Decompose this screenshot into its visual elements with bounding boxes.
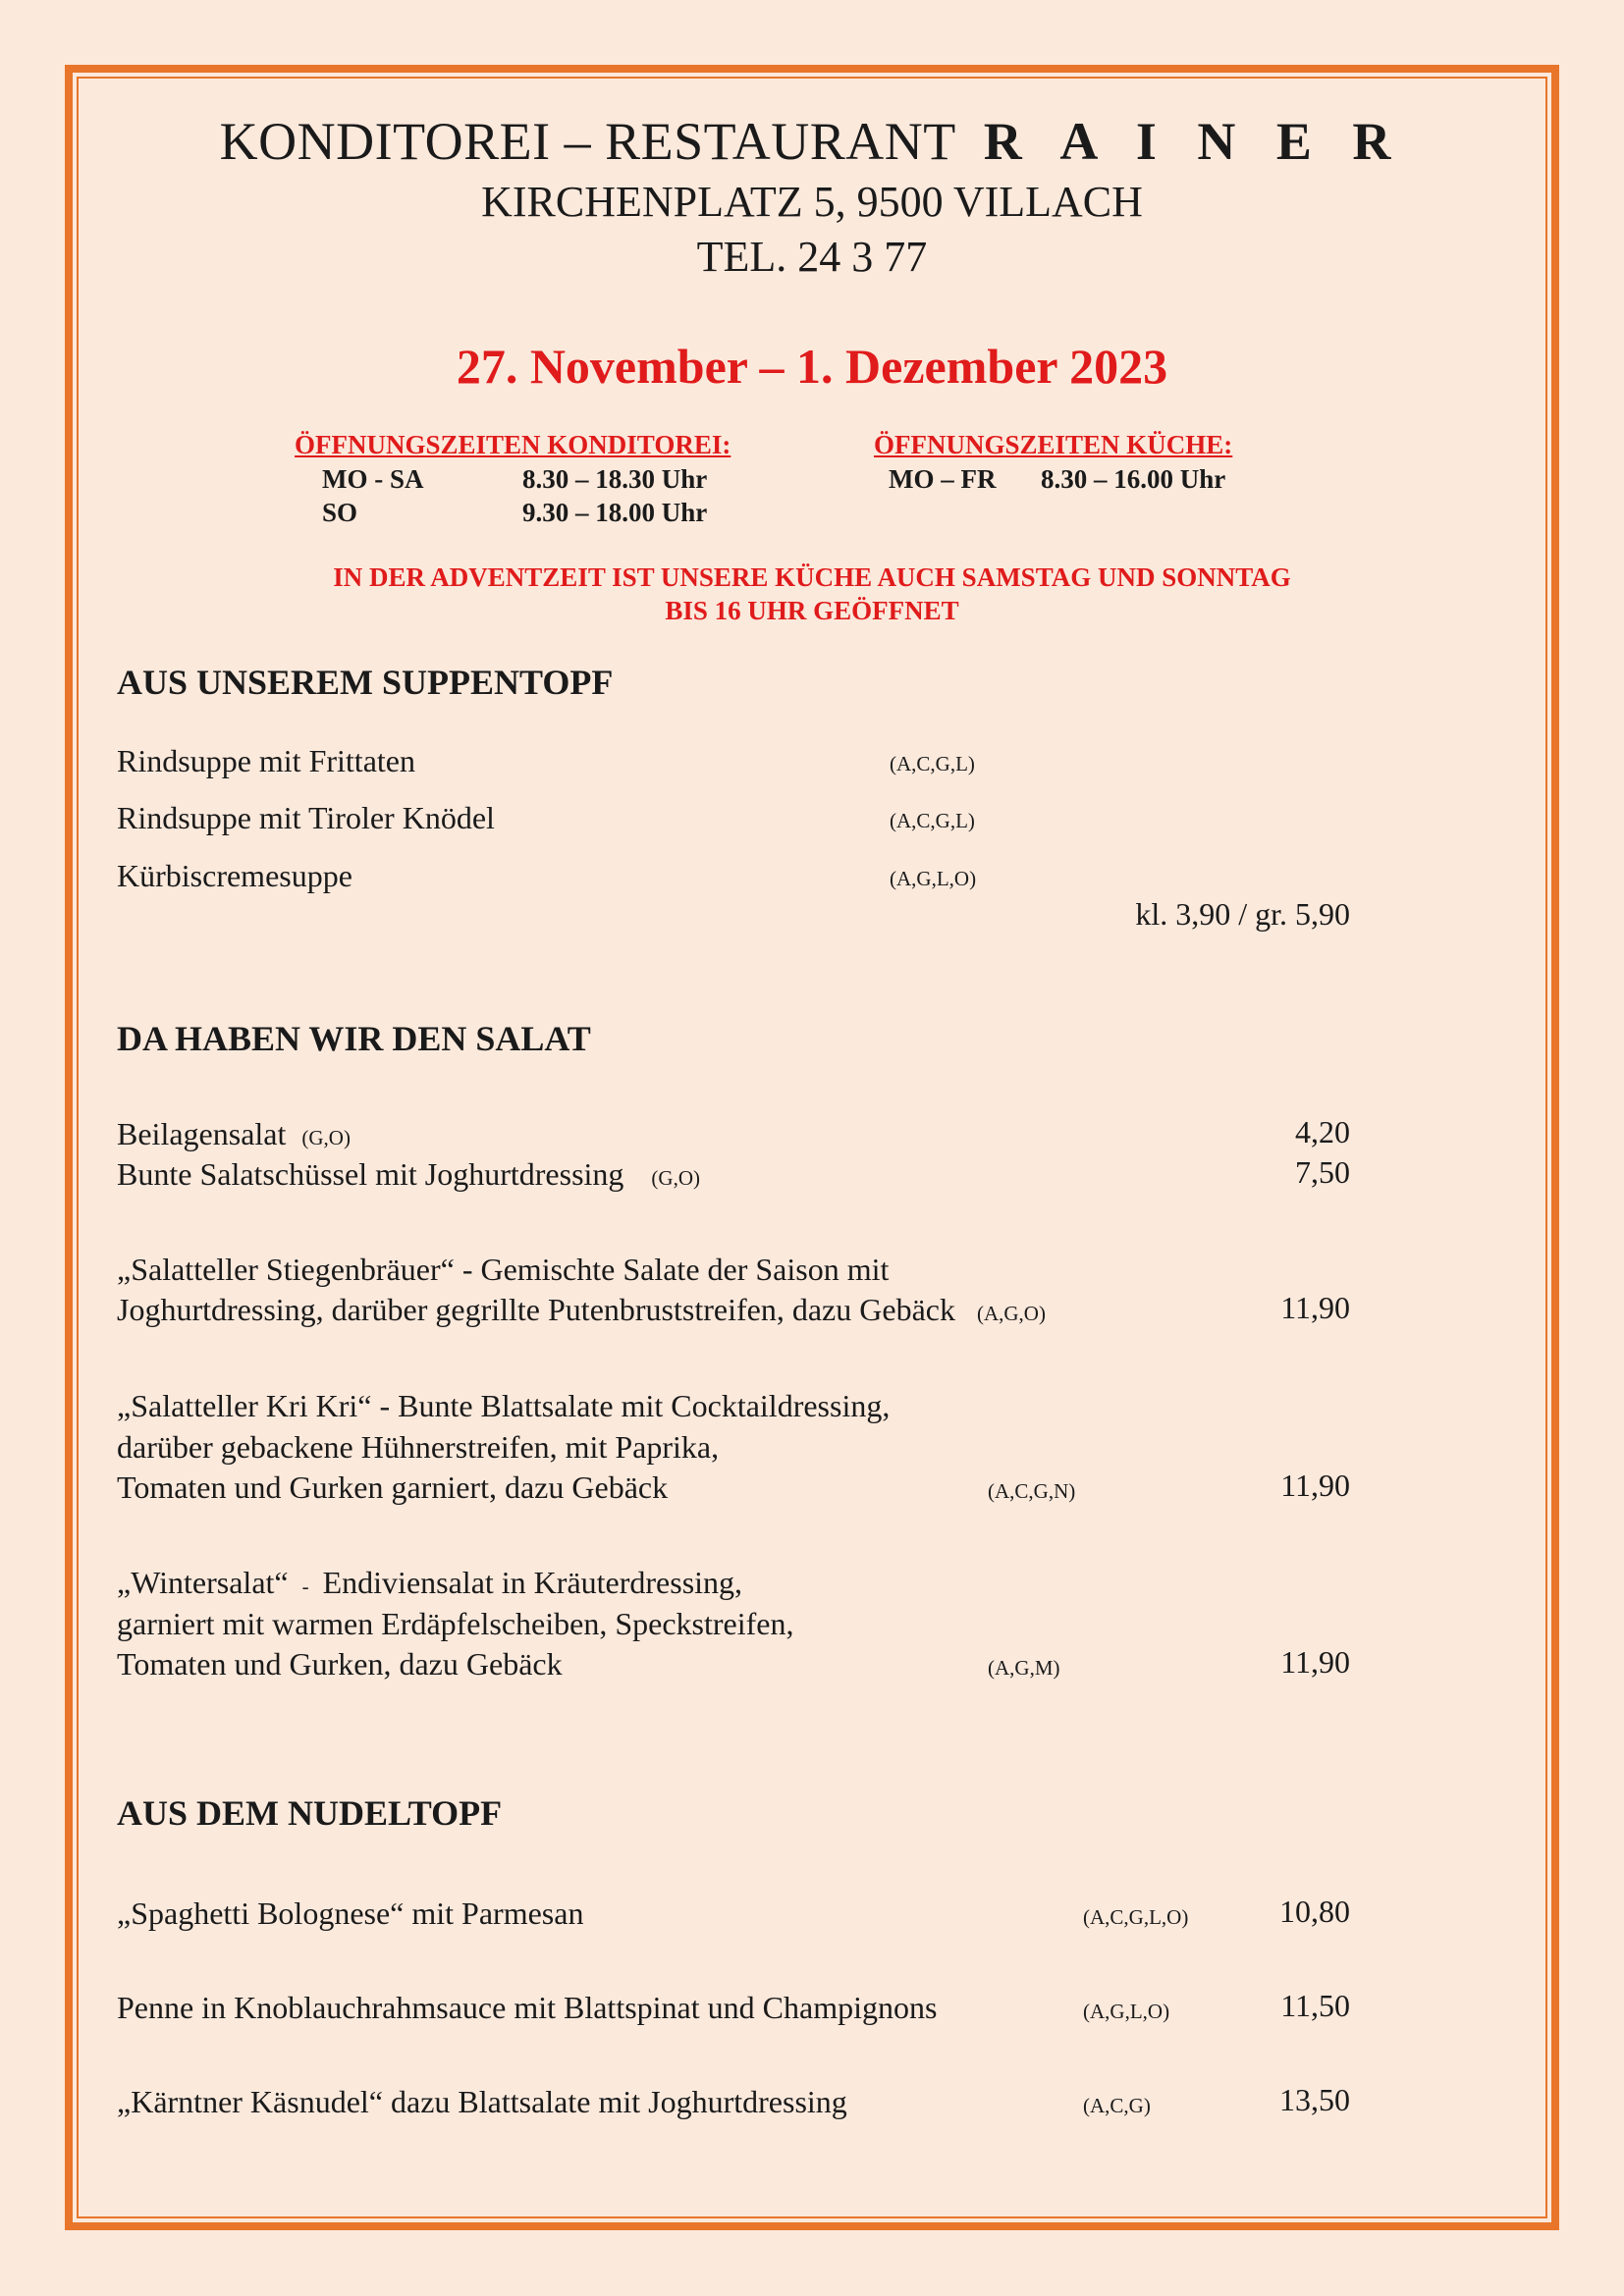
salad-stiegen-line2 bbox=[117, 1290, 1046, 1333]
section-soups-heading: AUS UNSEREM SUPPENTOPF bbox=[117, 663, 614, 702]
salad-side-price: 4,20 bbox=[1295, 1114, 1350, 1149]
soup-item-2-allergens: (A,C,G,L) bbox=[890, 809, 975, 832]
salad-bowl-allergens: (G,O) bbox=[651, 1166, 700, 1190]
salad-stiegen-line2-text: Joghurtdressing, darüber gegrillte Putenbruststreifen, dazu Gebäck bbox=[117, 1292, 955, 1327]
noodle-item-3-price: 13,50 bbox=[1279, 2082, 1350, 2117]
salad-stiegen-allergens: (A,G,O) bbox=[976, 1302, 1046, 1325]
salad-winter-allergens: (A,G,M) bbox=[988, 1656, 1060, 1680]
noodle-item-2-price: 11,50 bbox=[1280, 1988, 1350, 2023]
salad-side-name: Beilagensalat bbox=[117, 1116, 287, 1151]
soup-price: kl. 3,90 / gr. 5,90 bbox=[1135, 896, 1350, 932]
salad-winter-line2: garniert mit warmen Erdäpfelscheiben, Speckstreifen, bbox=[117, 1606, 794, 1641]
salad-side-allergens: (G,O) bbox=[301, 1126, 351, 1149]
hours-konditorei-title: ÖFFNUNGSZEITEN KONDITOREI: bbox=[295, 430, 731, 459]
hours-kueche-time-1: 8.30 – 16.00 Uhr bbox=[1041, 464, 1226, 494]
hours-konditorei-days-2: SO bbox=[322, 498, 358, 527]
hours-konditorei-time-1: 8.30 – 18.30 Uhr bbox=[522, 464, 708, 494]
noodle-item-1-price: 10,80 bbox=[1279, 1894, 1350, 1929]
hours-kueche-title: ÖFFNUNGSZEITEN KÜCHE: bbox=[874, 430, 1233, 459]
salad-winter-line1 bbox=[117, 1563, 742, 1606]
title-text: KONDITOREI – RESTAURANT bbox=[219, 112, 956, 171]
salad-krikri-allergens: (A,C,G,N) bbox=[988, 1479, 1076, 1503]
soup-item-1-allergens: (A,C,G,L) bbox=[890, 752, 975, 775]
phone: TEL. 24 3 77 bbox=[696, 233, 928, 281]
noodle-item-3-allergens: (A,C,G) bbox=[1083, 2094, 1151, 2117]
salad-winter-price: 11,90 bbox=[1280, 1644, 1350, 1680]
salad-side bbox=[117, 1114, 351, 1157]
salad-bowl-name: Bunte Salatschüssel mit Joghurtdressing bbox=[117, 1156, 624, 1192]
advent-notice-line2: BIS 16 UHR GEÖFFNET bbox=[665, 596, 959, 625]
noodle-item-2: Penne in Knoblauchrahmsauce mit Blattspinat und Champignons bbox=[117, 1990, 938, 2025]
salad-krikri-line3: Tomaten und Gurken garniert, dazu Gebäck bbox=[117, 1469, 669, 1505]
hours-konditorei-days-1: MO - SA bbox=[322, 464, 424, 494]
noodle-item-3: „Kärntner Käsnudel“ dazu Blattsalate mit Joghurtdressing bbox=[117, 2084, 847, 2119]
salad-winter-line1-rest: Endiviensalat in Kräuterdressing, bbox=[322, 1565, 743, 1600]
hours-kueche-days-1: MO – FR bbox=[889, 464, 997, 494]
salad-bowl-price: 7,50 bbox=[1295, 1154, 1350, 1190]
salad-winter-name: „Wintersalat“ bbox=[117, 1565, 289, 1600]
salad-krikri-price: 11,90 bbox=[1280, 1468, 1350, 1503]
salad-stiegen-line1: „Salatteller Stiegenbräuer“ - Gemischte Salate der Saison mit bbox=[117, 1252, 890, 1287]
noodle-item-2-allergens: (A,G,L,O) bbox=[1083, 2000, 1170, 2023]
hours-konditorei-time-2: 9.30 – 18.00 Uhr bbox=[522, 498, 708, 527]
brand-name: R A I N E R bbox=[983, 112, 1405, 171]
salad-bowl bbox=[117, 1154, 700, 1198]
salad-krikri-line1: „Salatteller Kri Kri“ - Bunte Blattsalate mit Cocktaildressing, bbox=[117, 1388, 891, 1423]
soup-item-1: Rindsuppe mit Frittaten bbox=[117, 743, 415, 778]
noodle-item-1-allergens: (A,C,G,L,O) bbox=[1083, 1905, 1189, 1929]
noodle-item-1: „Spaghetti Bolognese“ mit Parmesan bbox=[117, 1896, 584, 1931]
soup-item-3: Kürbiscremesuppe bbox=[117, 858, 352, 893]
salad-winter-sep: - bbox=[301, 1575, 309, 1598]
soup-item-2: Rindsuppe mit Tiroler Knödel bbox=[117, 800, 495, 835]
salad-stiegen-price: 11,90 bbox=[1280, 1290, 1350, 1325]
salad-krikri-line2: darüber gebackene Hühnerstreifen, mit Paprika, bbox=[117, 1429, 720, 1465]
restaurant-title bbox=[0, 110, 1624, 173]
salad-winter-line3: Tomaten und Gurken, dazu Gebäck bbox=[117, 1646, 563, 1682]
soup-item-3-allergens: (A,G,L,O) bbox=[890, 867, 977, 890]
advent-notice-line1: IN DER ADVENTZEIT IST UNSERE KÜCHE AUCH SAMSTAG UND SONNTAG bbox=[333, 562, 1291, 592]
section-salads-heading: DA HABEN WIR DEN SALAT bbox=[117, 1019, 591, 1058]
date-range: 27. November – 1. Dezember 2023 bbox=[456, 339, 1168, 394]
section-noodles-heading: AUS DEM NUDELTOPF bbox=[117, 1793, 503, 1833]
address: KIRCHENPLATZ 5, 9500 VILLACH bbox=[481, 178, 1143, 226]
